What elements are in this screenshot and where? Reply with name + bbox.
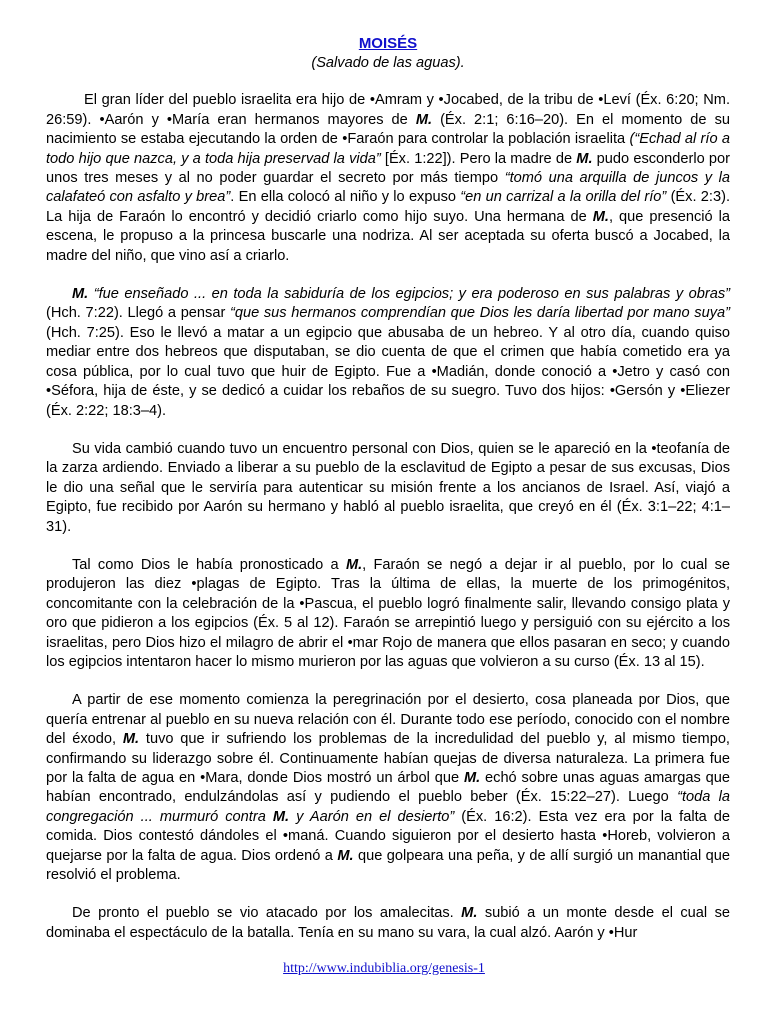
text-run: que golpeara una peña, y de allí surgió un manantial que resolvió el problema. — [46, 847, 730, 884]
text-run: [Éx. 1:22]). Pero la madre de — [380, 150, 577, 167]
text-run: Tal como Dios le había pronosticado a — [72, 556, 346, 573]
name-abbreviation: M. — [461, 905, 478, 922]
name-abbreviation: M. — [272, 808, 290, 825]
scripture-quote: “tomó una arquilla de juncos y la calafateó con asfalto y brea” — [46, 170, 730, 206]
text-run: . En ella colocó al niño y lo expuso — [230, 189, 461, 206]
text-run: A partir de ese momento comienza la peregrinación por el desierto, cosa planeada por Dios, que quería entrenar al pueblo en su nueva relación con él. Durante todo ese período, conocido con el nombre del éxodo, — [46, 692, 730, 748]
text-run: El gran líder del pueblo israelita era hijo de •Amram y •Jocabed, de la tribu de •Leví (Éx. 6:20; Nm. 26:59). •Aarón y •María eran hermanos mayores de — [46, 92, 730, 128]
text-run: De pronto el pueblo se vio atacado por los amalecitas. — [72, 905, 462, 922]
text-run: (Hch. 7:22). Llegó a pensar — [46, 305, 230, 322]
text-run: Su vida cambió cuando tuvo un encuentro personal con Dios, quien se le apareció en la •teofanía de la zarza ardiendo. Enviado a liberar a su pueblo de la esclavitud de Egipto a pesar de sus excusas, Dios le dio una señal que le serviría para autenticar su misión frente a los ancianos de Israel. Así, viajó a Egipto, fue recibido por Aarón su hermano y habló al pueblo israelita, que creyó en él (Éx. 3:1–22; 4:1–31). — [46, 440, 730, 535]
footer — [0, 961, 768, 977]
scripture-quote: “fue enseñado ... en toda la sabiduría de los egipcios; y era poderoso en sus palabras y obras” — [93, 286, 730, 303]
text-run: pudo esconderlo por unos tres meses y al no poder guardar el secreto por más tiempo — [46, 150, 730, 187]
name-abbreviation: M. — [576, 150, 593, 167]
scripture-quote: “en un carrizal a la orilla del río” — [460, 189, 667, 206]
name-abbreviation: M. — [122, 731, 140, 748]
text-run: (Hch. 7:25). Eso le llevó a matar a un egipcio que abusaba de un hebreo. Y al otro día, cuando quiso mediar entre dos hebreos que disputaban, se dio cuenta de que el crimen que había cometido era ya cosa pública, por lo cual tuvo que huir de Egipto. Fue a •Madián, donde conoció a •Jetro y casó con •Séfora, hija de éste, y se dedicó a cuidar los rebaños de su suegro. Tuvo dos hijos: •Gersón y •Eliezer (Éx. 2:22; 18:3–4). — [46, 324, 730, 419]
scripture-quote: “que sus hermanos comprendían que Dios les daría libertad por mano suya” — [230, 305, 730, 322]
text-run: (Éx. 16:2). Esta vez era por la falta de comida. Dios contestó dándoles el •maná. Cuando siguieron por el desierto hasta •Horeb, volvieron a quejarse por la falta de agua. Dios ordenó a — [46, 808, 731, 864]
text-run: tuvo que ir sufriendo los problemas de la incredulidad del pueblo y, al mismo tiempo, confirmando su liderazgo sobre él. Continuamente habían quejas de diversa naturaleza. La primera fue por la falta de agua en •Mara, donde Dios mostró un árbol que — [46, 731, 730, 786]
page-subtitle: (Salvado de las aguas). — [311, 55, 465, 71]
name-abbreviation: M. — [337, 847, 354, 864]
text-run: echó sobre unas aguas amargas que habían encontrado, endulzándolas así y pudiendo el pueblo beber (Éx. 15:22–27). Luego — [46, 770, 731, 806]
text-run: (Éx. 2:1; 6:16–20). En el momento de su nacimiento se estaba ejecutando la orden de •Faraón para controlar la población israelita — [46, 111, 730, 148]
paragraph — [46, 691, 730, 885]
scripture-quote: “toda la congregación ... murmuró contra — [46, 789, 730, 825]
paragraph — [46, 904, 730, 943]
name-abbreviation: M. — [345, 556, 363, 573]
text-run: , que presenció la escena, le propuso a la princesa buscarle una nodriza. Al ser aceptada su oferta buscó a Jocabed, la madre del niño, que vino así a criarlo. — [46, 208, 730, 264]
document-page — [46, 34, 730, 962]
name-abbreviation: M. — [72, 286, 89, 303]
text-run: (Éx. 2:3). La hija de Faraón lo encontró y decidió criarlo como hijo suyo. Una hermana de — [46, 189, 730, 225]
source-link[interactable]: http://www.indubiblia.org/genesis-1 — [283, 961, 485, 976]
name-abbreviation: M. — [592, 208, 609, 225]
paragraph — [46, 91, 730, 266]
paragraph — [46, 556, 730, 672]
scripture-quote: (“Echad al río a todo hijo que nazca, y a toda hija preservad la vida” — [46, 131, 730, 167]
name-abbreviation: M. — [463, 770, 481, 786]
name-abbreviation: M. — [415, 111, 433, 128]
page-title: MOISÉS — [358, 35, 418, 52]
scripture-quote: y Aarón en el desierto” — [289, 808, 455, 825]
document-body — [46, 91, 730, 943]
text-run: subió a un monte desde el cual se dominaba el espectáculo de la batalla. Tenía en su mano su vara, la cual alzó. Aarón y •Hur — [46, 905, 731, 941]
paragraph — [46, 440, 730, 537]
paragraph — [46, 285, 730, 421]
text-run: , Faraón se negó a dejar ir al pueblo, por lo cual se produjeron las diez •plagas de Egipto. Tras la última de ellas, la muerte de los primogénitos, concomitante con la celebración de la •Pascua, el pueblo logró finalmente salir, llevando consigo plata y oro que pidieron a los egipcios (Éx. 5 al 12). Faraón se arrepintió luego y persiguió con su ejército a los israelitas, pero Dios hizo el milagro de abrir el •mar Rojo de manera que ellos pasaran en seco; y cuando los egipcios intentaron hacer lo mismo murieron por las aguas que volvieron a su curso (Éx. 13 al 15). — [46, 556, 731, 670]
